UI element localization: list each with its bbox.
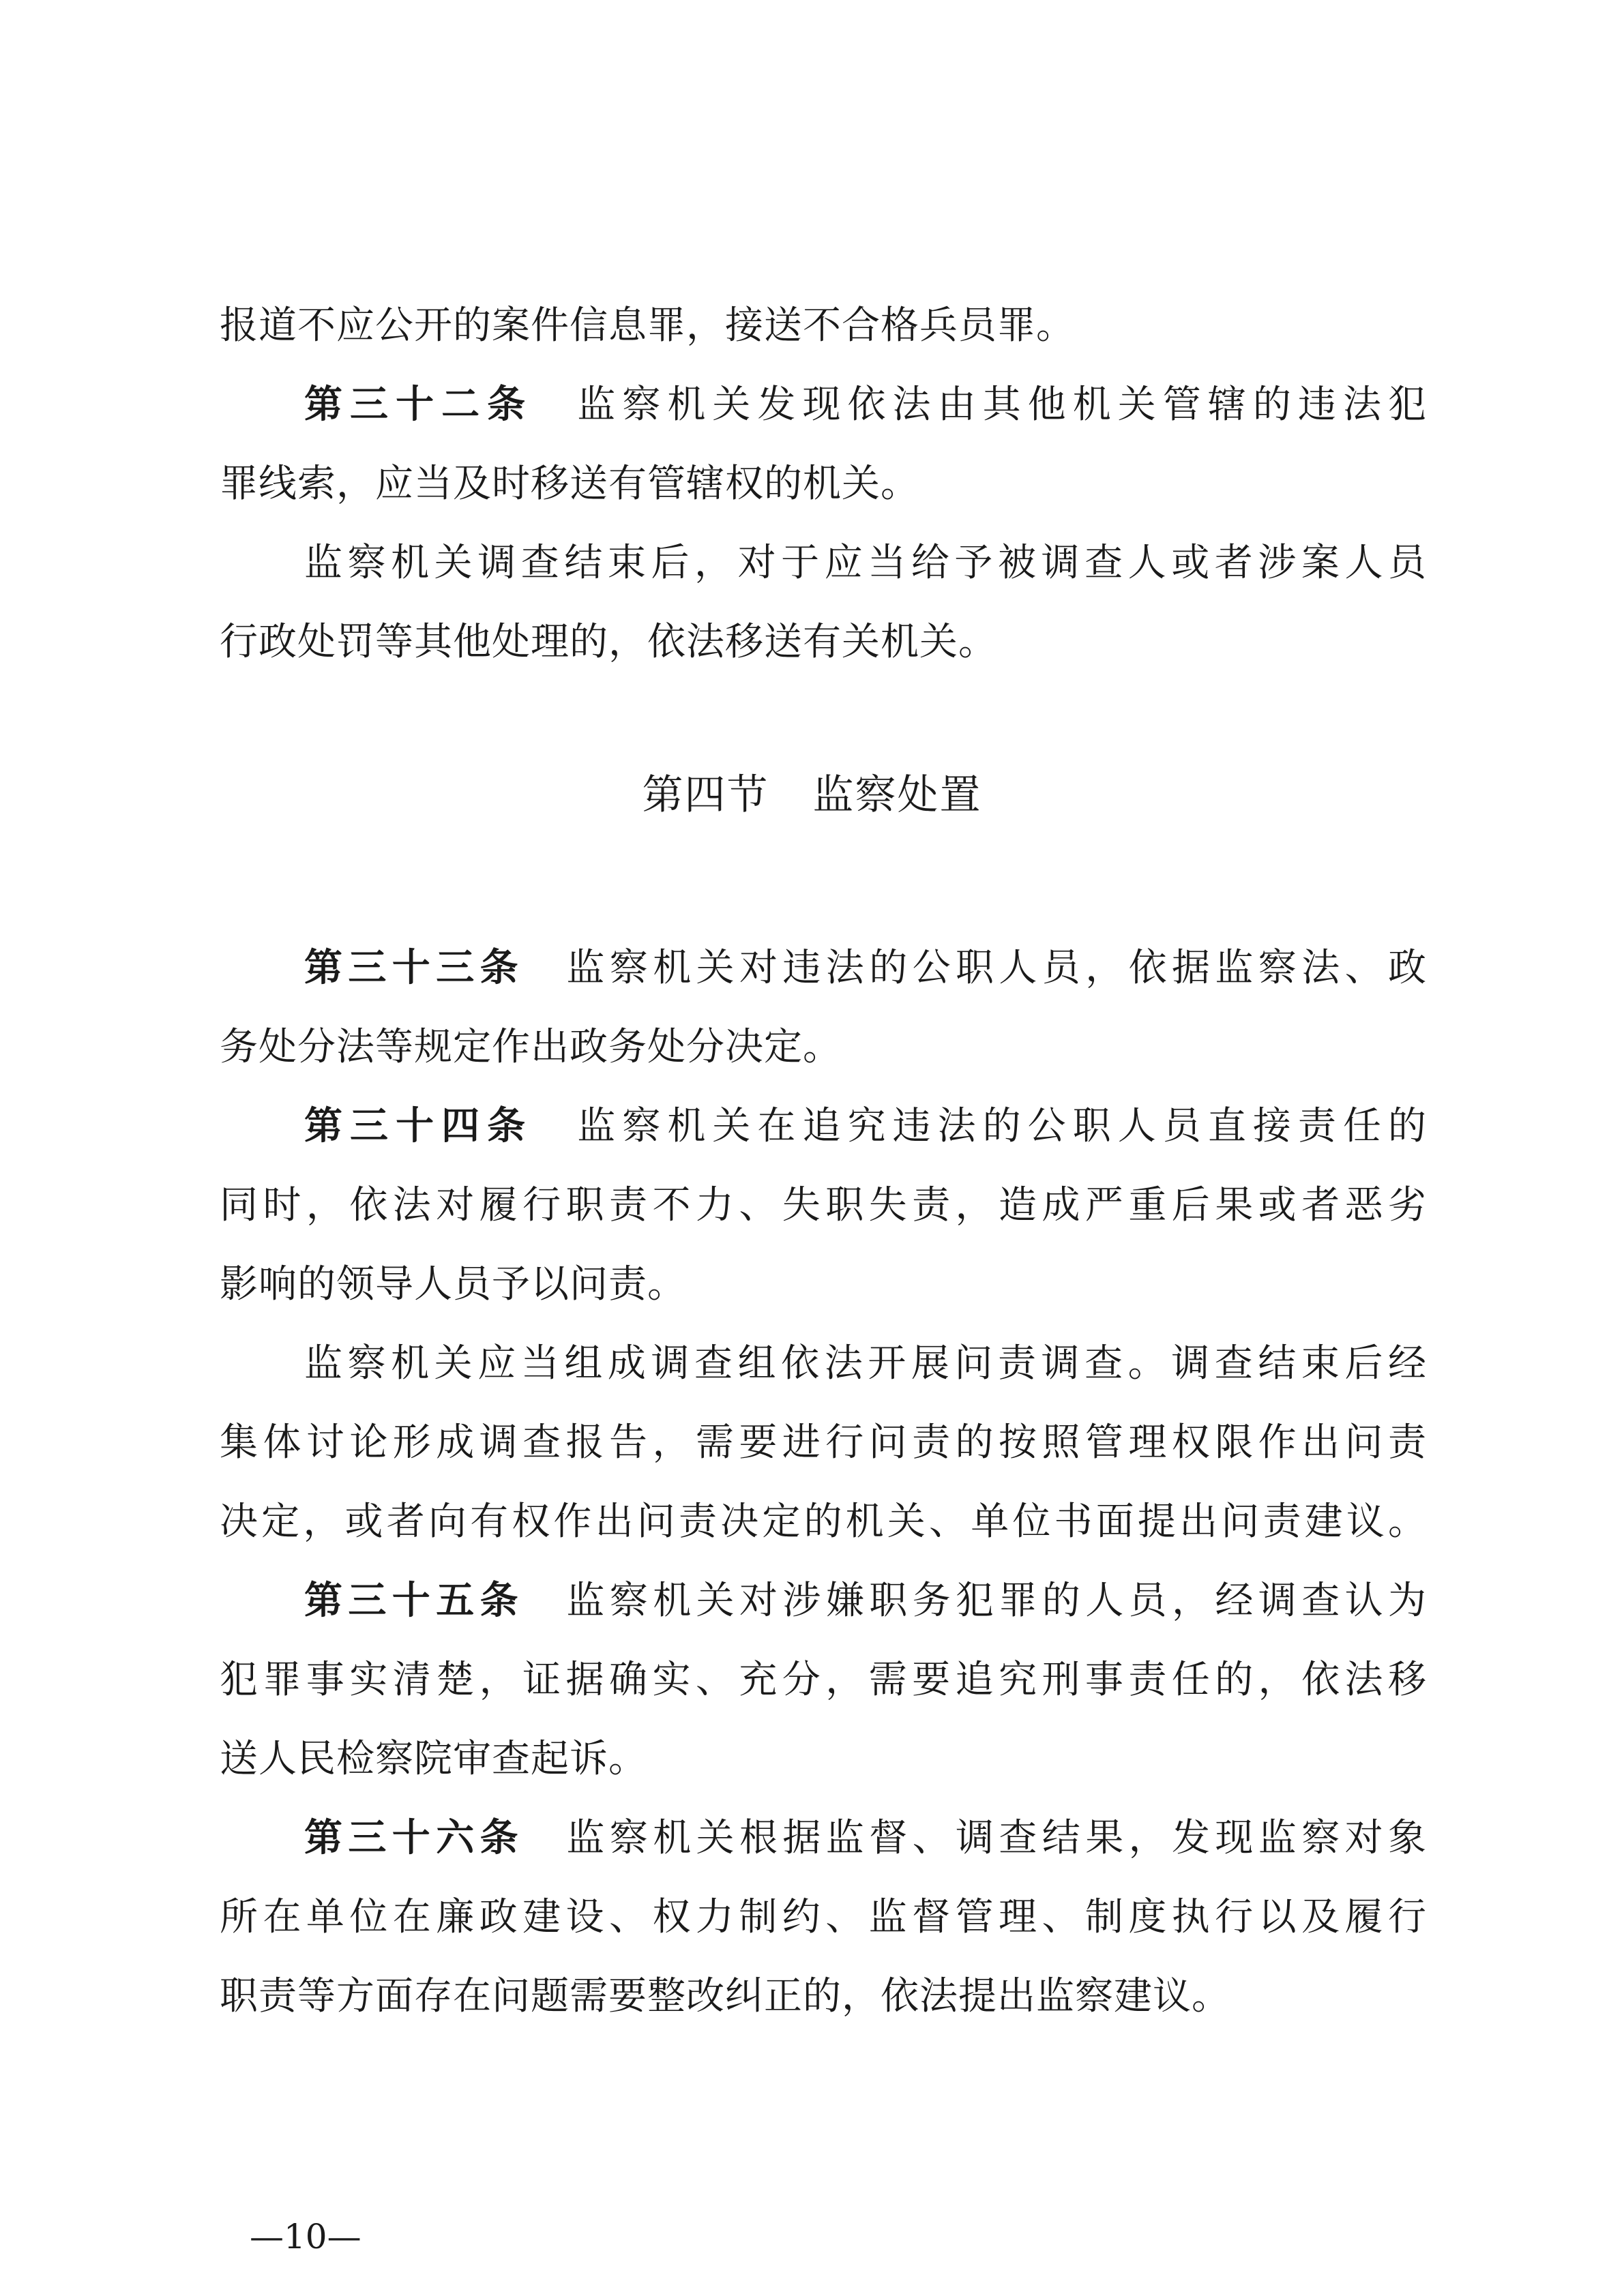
article-36-label: 第三十六条 (304, 1816, 524, 1860)
article-32-line-2: 罪线索，应当及时移送有管辖权的机关。 (220, 462, 919, 506)
paragraph-line: 集体讨论形成调查报告，需要进行问责的按照管理权限作出问责 (220, 1420, 1427, 1465)
article-36-line-1: 第三十六条 监察机关根据监督、调查结果，发现监察对象 (304, 1816, 1427, 1860)
article-35-line-1: 第三十五条 监察机关对涉嫌职务犯罪的人员，经调查认为 (304, 1579, 1427, 1623)
article-35-line-3: 送人民检察院审查起诉。 (220, 1737, 647, 1781)
article-35-line-2: 犯罪事实清楚，证据确实、充分，需要追究刑事责任的，依法移 (220, 1658, 1427, 1702)
article-33-line-2: 务处分法等规定作出政务处分决定。 (220, 1025, 842, 1069)
article-34-label: 第三十四条 (304, 1104, 533, 1148)
section-name: 监察处置 (812, 771, 982, 819)
article-34-line-1: 第三十四条 监察机关在追究违法的公职人员直接责任的 (304, 1104, 1428, 1148)
article-33-label: 第三十三条 (304, 946, 524, 990)
article-34-line-3: 影响的领导人员予以问责。 (220, 1262, 686, 1307)
article-32-line-1: 第三十二条 监察机关发现依法由其他机关管辖的违法犯 (304, 383, 1428, 427)
article-36-line-3: 职责等方面存在问题需要整改纠正的，依法提出监察建议。 (220, 1974, 1230, 2018)
page-number: —10— (250, 2217, 361, 2256)
article-34-line-2: 同时，依法对履行职责不力、失职失责，造成严重后果或者恶劣 (220, 1183, 1427, 1227)
paragraph-line: 行政处罚等其他处理的，依法移送有关机关。 (220, 620, 997, 664)
article-36-line-2: 所在单位在廉政建设、权力制约、监督管理、制度执行以及履行 (220, 1895, 1427, 1939)
paragraph-line: 监察机关调查结束后，对于应当给予被调查人或者涉案人员 (304, 541, 1427, 585)
paragraph-line: 决定，或者向有权作出问责决定的机关、单位书面提出问责建议。 (220, 1500, 1427, 1544)
article-32-label: 第三十二条 (304, 383, 533, 427)
section-title (0, 756, 1624, 835)
paragraph-line: 报道不应公开的案件信息罪，接送不合格兵员罪。 (220, 303, 1075, 348)
article-35-label: 第三十五条 (304, 1579, 524, 1623)
article-33-line-1: 第三十三条 监察机关对违法的公职人员，依据监察法、政 (304, 946, 1427, 990)
paragraph-line: 监察机关应当组成调查组依法开展问责调查。调查结束后经 (304, 1341, 1427, 1386)
section-label: 第四节 (642, 771, 769, 819)
